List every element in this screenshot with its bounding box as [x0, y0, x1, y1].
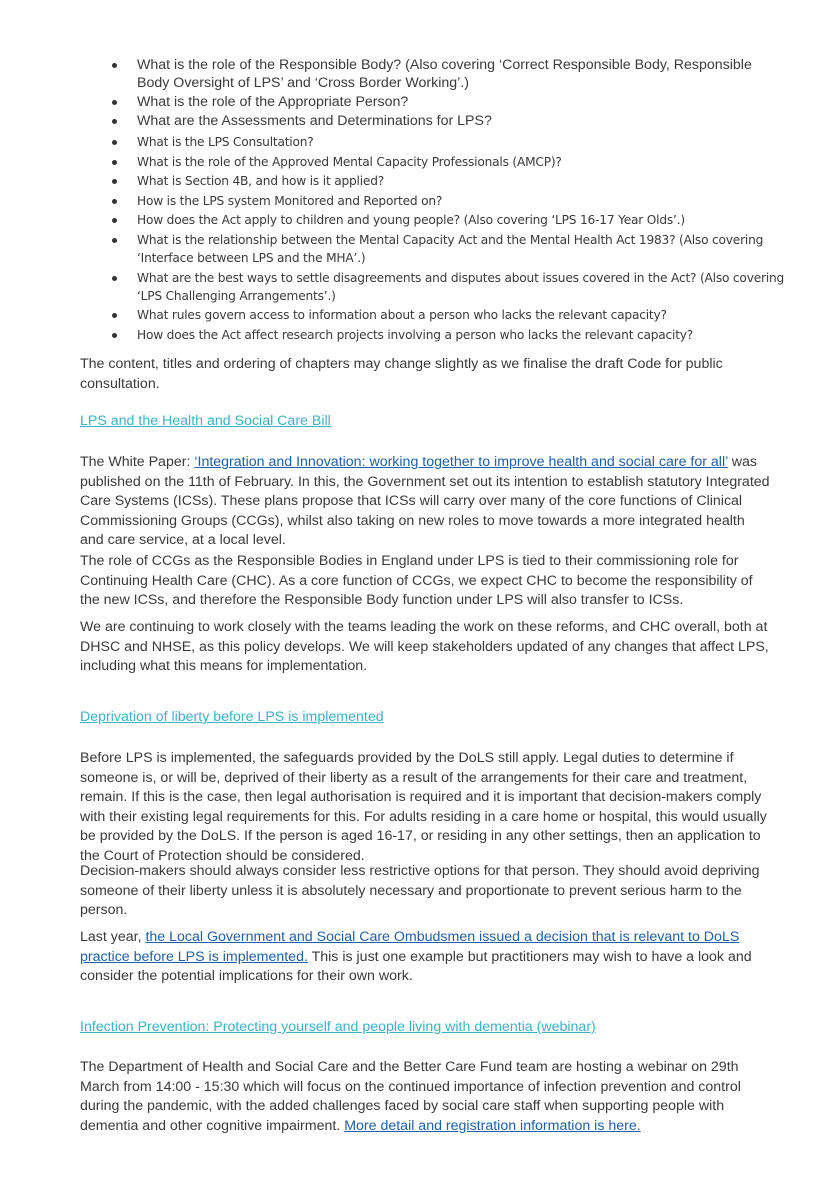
chapter-ordering-note: The content, titles and ordering of chapters may change slightly as we finalise the draft Code for public consultation.	[80, 356, 723, 392]
bullet-icon	[112, 63, 117, 68]
section2-paragraph-3: Last year, the Local Government and Social Care Ombudsmen issued a decision that is relevant to DoLS practice before LPS is implemented. This is just one example but practitioners may wish to have a look and consider the potential implications for their own work.	[80, 929, 752, 984]
white-paper-link[interactable]: ‘Integration and Innovation: working together to improve health and social care for all’	[194, 454, 728, 470]
list-item: What is the role of the Responsible Body? (Also covering ‘Correct Responsible Body, Responsible Body Oversight of LPS’ and ‘Cross Border Working’.)	[0, 56, 827, 92]
chapter-question-list	[0, 56, 827, 345]
bullet-icon	[112, 218, 117, 223]
list-item: What are the Assessments and Determinations for LPS?	[0, 112, 827, 130]
bullet-icon	[112, 199, 117, 204]
bullet-icon	[112, 140, 117, 145]
section3-paragraph-1: The Department of Health and Social Care and the Better Care Fund team are hosting a webinar on 29th March from 14:00 - 15:30 which will focus on the continued importance of infection prevention and control during the pandemic, with the added challenges faced by social care staff when supporting people with dementia and other cognitive impairment. More detail and registration information is here.	[80, 1059, 741, 1134]
bullet-icon	[112, 238, 117, 243]
list-item: What is the LPS Consultation?	[0, 133, 827, 151]
bullet-icon	[112, 100, 117, 105]
list-item: What rules govern access to information about a person who lacks the relevant capacity?	[0, 306, 827, 324]
bullet-icon	[112, 160, 117, 165]
section-heading-deprivation-of-liberty[interactable]: Deprivation of liberty before LPS is implemented	[80, 709, 384, 725]
bullet-icon	[112, 276, 117, 281]
list-item: How is the LPS system Monitored and Reported on?	[0, 192, 827, 210]
section2-paragraph-1: Before LPS is implemented, the safeguards provided by the DoLS still apply. Legal duties to determine if someone is, or will be, deprived of their liberty as a result of the arrangements for their care and treatment, remain. If this is the case, then legal authorisation is required and it is important that decision-makers comply with their existing legal requirements for this. For adults residing in a care home or hospital, this would usually be provided by the DoLS. If the person is aged 16-17, or residing in any other settings, then an application to the Court of Protection should be considered.	[80, 750, 767, 864]
bullet-icon	[112, 179, 117, 184]
section1-paragraph-3: We are continuing to work closely with the teams leading the work on these reforms, and CHC overall, both at DHSC and NHSE, as this policy develops. We will keep stakeholders updated of any changes that affect LPS, including what this means for implementation.	[80, 619, 769, 674]
section-heading-infection-prevention-webinar[interactable]: Infection Prevention: Protecting yourself and people living with dementia (webinar)	[80, 1019, 596, 1035]
section1-paragraph-1: The White Paper: ‘Integration and Innovation: working together to improve health and social care for all’ was published on the 11th of February. In this, the Government set out its intention to establish statutory Integrated Care Systems (ICSs). These plans propose that ICSs will carry over many of the core functions of Clinical Commissioning Groups (CCGs), whilst also taking on new roles to move towards a more integrated health and care service, at a local level.	[80, 454, 770, 548]
section2-paragraph-2: Decision-makers should always consider less restrictive options for that person. They should avoid depriving someone of their liberty unless it is absolutely necessary and proportionate to prevent serious harm to the person.	[80, 863, 760, 918]
list-item: What are the best ways to settle disagreements and disputes about issues covered in the Act? (Also covering ‘LPS Challenging Arrangements’.)	[0, 269, 827, 305]
ombudsmen-decision-link[interactable]: the Local Government and Social Care Ombudsmen issued a decision that is relevant to DoLS practice before LPS is implemented.	[80, 929, 740, 965]
section1-paragraph-2: The role of CCGs as the Responsible Bodies in England under LPS is tied to their commissioning role for Continuing Health Care (CHC). As a core function of CCGs, we expect CHC to become the responsibility of the new ICSs, and therefore the Responsible Body function under LPS will also transfer to ICSs.	[80, 553, 753, 608]
list-item: What is Section 4B, and how is it applied?	[0, 172, 827, 190]
list-item: How does the Act apply to children and young people? (Also covering ‘LPS 16-17 Year Olds’.)	[0, 211, 827, 229]
bullet-icon	[112, 333, 117, 338]
list-item: How does the Act affect research projects involving a person who lacks the relevant capacity?	[0, 326, 827, 344]
list-item: What is the role of the Appropriate Person?	[0, 93, 827, 111]
bullet-icon	[112, 119, 117, 124]
list-item: What is the role of the Approved Mental Capacity Professionals (AMCP)?	[0, 153, 827, 171]
list-item: What is the relationship between the Mental Capacity Act and the Mental Health Act 1983? (Also covering ‘Interface between LPS and the MHA’.)	[0, 231, 827, 267]
section-heading-health-social-care-bill[interactable]: LPS and the Health and Social Care Bill	[80, 413, 331, 429]
webinar-registration-link[interactable]: More detail and registration information is here.	[344, 1117, 641, 1134]
bullet-icon	[112, 313, 117, 318]
